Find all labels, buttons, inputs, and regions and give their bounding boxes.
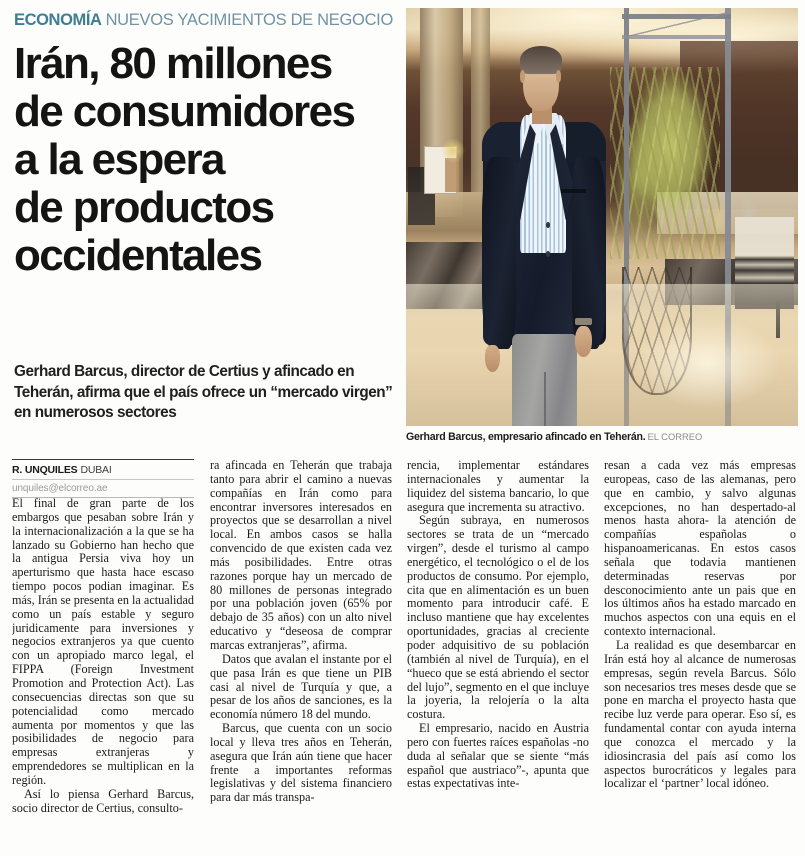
wrist-watch	[575, 318, 591, 325]
page-title	[14, 40, 402, 280]
body-column-4	[604, 459, 796, 849]
section-name: ECONOMÍA	[14, 11, 102, 29]
section-description: NUEVOS YACIMIENTOS DE NEGOCIO	[105, 11, 394, 29]
byline-author: R. UNQUILES	[12, 464, 78, 476]
article-standfirst: Gerhard Barcus, director de Certius y afincado en Teherán, afirma que el país ofrece un “mercado virgen” en numerosos sectores	[14, 363, 393, 421]
paragraph: resan a cada vez más empresas europeas, caso de las alemanas, pero que en cambio, y salvo algunas excepciones, no han despertado-al menos hasta ahora- la atención de compañías españolas o hispanoamericanas. En estos casos señala que todavia mantienen determinadas reservas por desconocimiento ante un pais que en los últimos años ha estado marcado en muchos aspectos con una equis en el contexto internacional.	[604, 459, 796, 639]
paragraph: El final de gran parte de los embargos que pesaban sobre Irán y la internacionalización a la que se ha lanzado su Gobierno han hecho que la antigua Persia viva hoy un aperturismo que hasta hace escaso tiempo pocos podian imaginar. Es más, Irán se presenta en la actualidad como un país estable y seguro juridicamente para inversiones y negocios extranjeros ya que cuento con un apropiado marco legal, el FIPPA (Foreign Investment Promotion and Protection Act). Las consecuencias directas son que su potencialidad como mercado aumenta por momentos y que las posibilidades de negocio para empresas extranjeras y emprendedores se multiplican en la región.	[12, 497, 194, 787]
headline-line-4: de productos	[14, 183, 274, 232]
trouser-leg-split	[544, 372, 546, 426]
paragraph: rencia, implementar estándares internacionales y aumentar la liquidez del sistema bancario, lo que asegura que incrementa su atractivo.	[407, 459, 589, 514]
byline	[12, 459, 194, 498]
blazer-shoulder-left	[482, 122, 522, 160]
paragraph: Según subraya, en numerosos sectores se trata de un “mercado virgen”, desde el turismo al campo energético, el tecnológico o el de los productos de consumo. Por ejemplo, cita que en alimentación es un buen momento para introducir café. E incluso mantiene que hay excelentes oportunidades, gracias al creciente poder adquisitivo de su población (también al nivel de Turquía), en el “hueco que se está abriendo el sector del lujo”, segmento en el que incluye la joyeria, la relojería o la alta costura.	[407, 513, 589, 722]
paragraph: El empresario, nacido en Austria pero con fuertes raíces españolas -no duda al señalar que se siente “más español que austriaco”-, apunta que estas expectativas inte-	[407, 721, 589, 791]
person-ear-right	[556, 70, 561, 82]
lobby-flowers	[441, 138, 465, 163]
body-column-3	[407, 459, 589, 849]
paragraph: Así lo piensa Gerhard Barcus, socio director de Certius, consulto-	[12, 786, 194, 815]
body-column-1	[12, 497, 194, 849]
blazer-shoulder-right	[566, 122, 606, 160]
headline-line-5: occidentales	[14, 231, 262, 280]
photo-caption	[406, 430, 798, 444]
byline-place: DUBAI	[80, 464, 112, 476]
byline-email[interactable]: unquiles@elcorreo.ae	[12, 483, 108, 494]
metal-frame-diagonal	[626, 12, 732, 37]
blazer-chest-pocket	[561, 189, 586, 193]
photo-subject-person	[473, 41, 653, 426]
person-hand-right	[575, 326, 591, 357]
headline-line-3: a la espera	[14, 135, 224, 184]
photo-credit: EL CORREO	[647, 431, 703, 442]
headline-line-2: de consumidores	[14, 87, 355, 136]
person-hand-left	[485, 345, 499, 372]
byline-author-row	[12, 463, 194, 477]
person-hair	[520, 46, 561, 74]
body-column-2	[210, 459, 392, 849]
paragraph: Barcus, que cuenta con un socio local y lleva tres años en Teherán, asegura que Irán aún tiene que hacer frente a importantes reformas legislativas y del sistema financiero para dar más transpa-	[210, 721, 392, 805]
person-ear-left	[520, 70, 525, 82]
headline-line-1: Irán, 80 millones	[14, 39, 332, 88]
byline-email-row	[12, 479, 194, 495]
photo-scene	[406, 8, 798, 426]
article-photo	[406, 8, 798, 426]
section-kicker	[14, 10, 404, 32]
paragraph: ra afincada en Teherán que trabaja tanto para abrir el camino a nuevas compañías en Irán como para encontrar inversores interesados en proyectos que se desarrollan a nivel local. En ambos casos se halla convencido de que existen cada vez más posibilidades. Entre otras razones porque hay un mercado de 80 millones de personas integrado por una población joven (65% por debajo de 35 años) con un alto nivel educativo y “deseosa de comprar marcas extranjeras”, afirma.	[210, 459, 392, 652]
photo-caption-text: Gerhard Barcus, empresario afincado en Teherán.	[406, 431, 646, 443]
paragraph: La realidad es que desembarcar en Irán está hoy al alcance de numerosas empresas, según revela Barcus. Sólo son necesarios tres meses desde que se pone en marcha el proyecto hasta que recibe luz verde para operar. Eso sí, es fundamental contar con ayuda interna que conozca el mercado y la idiosincrasia del país así como los aspectos burocráticos y legales para localizar el ‘partner’ local idóneo.	[604, 637, 796, 791]
blazer-sleeve-left	[482, 157, 516, 349]
lobby-vase	[445, 158, 459, 191]
paragraph: Datos que avalan el instante por el que pasa Irán es que tiene un PIB casi al nivel de Turquía y que, a pesar de los años de sanciones, es la economía número 18 del mundo.	[210, 651, 392, 722]
floor-reflection	[633, 317, 782, 409]
